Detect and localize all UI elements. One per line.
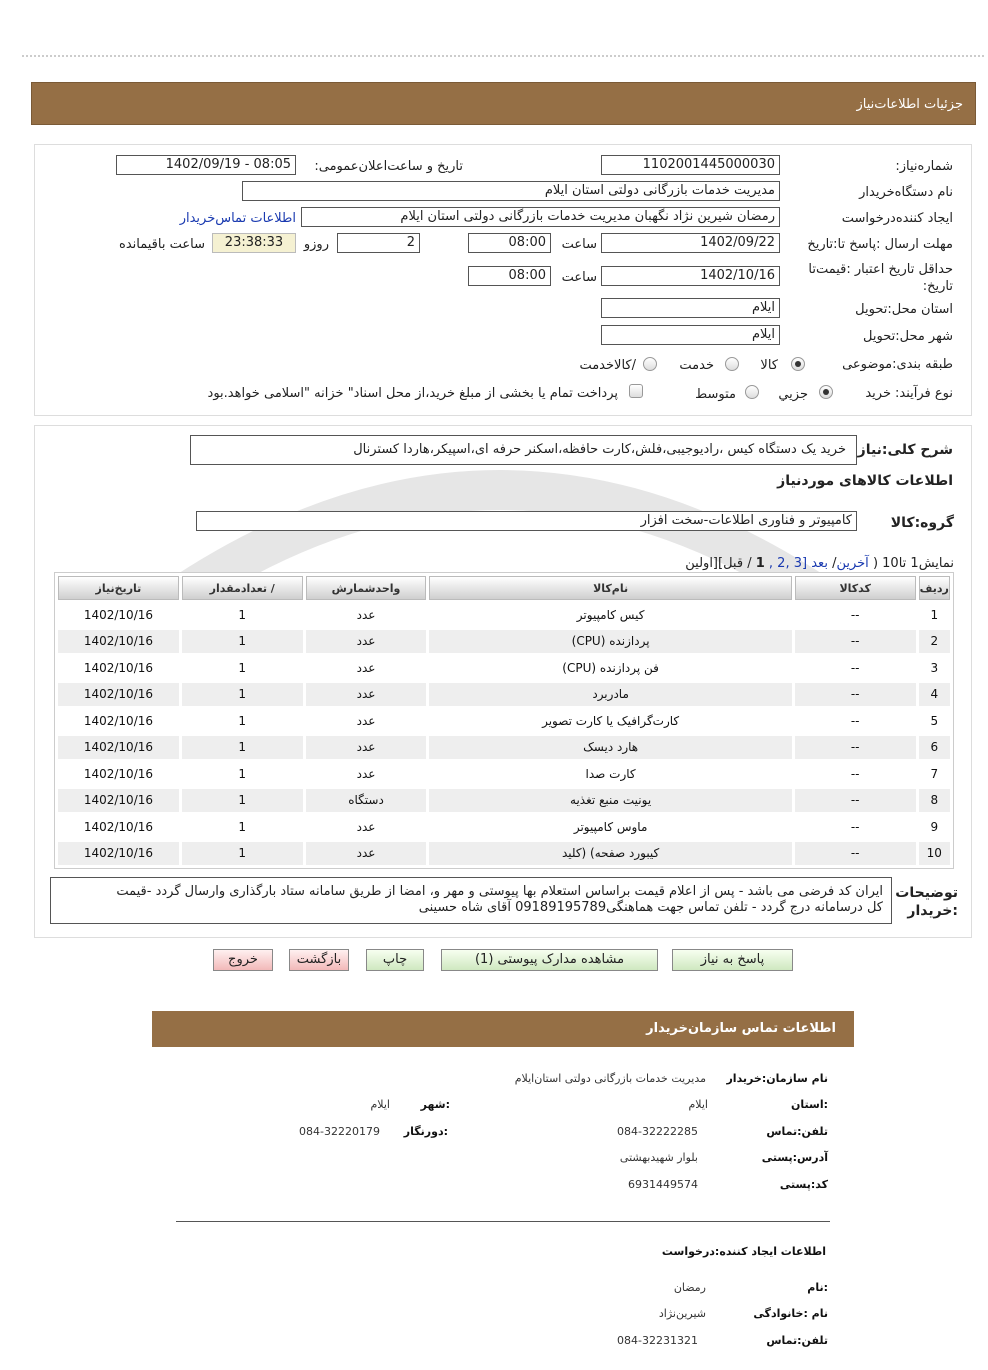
col-date: تاریخ‌نیاز — [58, 576, 179, 600]
print-button[interactable]: چاپ — [366, 949, 424, 971]
cell-unit: دستگاه — [306, 789, 427, 813]
attachments-button[interactable]: مشاهده مدارک پیوستی (1) — [441, 949, 658, 971]
contact-divider — [176, 1221, 830, 1222]
notes-field — [50, 877, 892, 924]
deadline-date-field: 1402/09/22 — [601, 233, 780, 253]
announce-field: 1402/09/19 - 08:05 — [116, 155, 296, 175]
goods-info-title: اطلاعات کالاهای موردنیاز — [777, 473, 953, 489]
cell-name: کارت صدا — [585, 766, 636, 781]
pagination-current: 1 — [755, 556, 765, 571]
pagination: نمایش1 تا10 ( آخرین/ بعد [3 ,2 , 1 / قبل][اولین — [685, 556, 954, 571]
city-label: شهر محل:تحویل — [863, 329, 953, 344]
pagination-rest[interactable]: / قبل][اولین — [685, 556, 752, 571]
cell-qty: 1 — [238, 660, 247, 675]
process-medium-radio[interactable] — [745, 385, 759, 399]
reply-button[interactable]: پاسخ به نیاز — [672, 949, 793, 971]
category-both-radio[interactable] — [643, 357, 657, 371]
category-both-label: /کالاخدمت — [579, 358, 636, 373]
col-unit: واحدشمارش — [306, 576, 427, 600]
cell-date: 1402/10/16 — [58, 736, 179, 760]
cell-name: مادربرد — [429, 683, 791, 707]
cell-code: -- — [850, 607, 860, 622]
creator-label: ایجاد کننده‌درخواست — [841, 211, 953, 226]
creator-info-title: اطلاعات ایجاد کننده:درخواست — [661, 1245, 826, 1258]
contact-header — [152, 1011, 854, 1047]
cell-date: 1402/10/16 — [58, 842, 179, 866]
process-type: خرید — [865, 386, 891, 401]
process-label: نوع فرآیند: — [895, 386, 953, 401]
cell-name: یونیت منبع تغذیه — [429, 789, 791, 813]
payment-checkbox[interactable] — [629, 384, 643, 398]
cell-qty: 1 — [182, 842, 303, 866]
validity-time-label: ساعت — [561, 270, 597, 285]
cell-unit: عدد — [306, 736, 427, 760]
summary-label: شرح کلی:نیاز — [857, 442, 953, 458]
cell-unit: عدد — [306, 630, 427, 654]
cell-n: 8 — [919, 789, 950, 813]
table-row — [58, 736, 950, 760]
announce-label: تاریخ و ساعت‌اعلان‌عمومی: — [314, 159, 463, 174]
cell-unit: عدد — [356, 766, 376, 781]
table-row — [58, 709, 950, 733]
back-button[interactable]: بازگشت — [289, 949, 349, 971]
cell-code: -- — [850, 713, 860, 728]
org-label: نام سازمان:خریدار — [726, 1072, 828, 1085]
deadline-time-field: 08:00 — [468, 233, 551, 253]
cell-code: -- — [795, 630, 916, 654]
process-partial-label: جزیي — [778, 387, 808, 402]
cell-name: کیس کامپیوتر — [576, 607, 645, 622]
pagination-next-link[interactable]: بعد — [811, 556, 828, 571]
col-row: ردیف — [919, 576, 950, 600]
cell-code: -- — [850, 660, 860, 675]
cell-qty: 1 — [182, 736, 303, 760]
table-row — [58, 683, 950, 707]
exit-button[interactable]: خروج — [213, 949, 273, 971]
cell-n: 9 — [930, 819, 939, 834]
family-label: نام :خانوادگی — [753, 1307, 828, 1320]
city-c-label: :شهر — [420, 1098, 450, 1111]
table-row — [58, 815, 950, 839]
notes-line-2: کل درسامانه درج گردد - تلفن تماس جهت هماهنگی09189195789 آقای شاه حسینی — [418, 900, 883, 915]
group-label: گروه:کالا — [890, 515, 954, 531]
city-field: ایلام — [601, 325, 780, 345]
cell-qty: 1 — [238, 819, 247, 834]
col-name: نام‌کالا — [429, 576, 791, 600]
category-goods-radio[interactable] — [791, 357, 805, 371]
cell-code: -- — [795, 842, 916, 866]
cell-code: -- — [795, 789, 916, 813]
cell-qty: 1 — [182, 683, 303, 707]
cell-qty: 1 — [182, 789, 303, 813]
category-goods-label: کالا — [760, 358, 778, 373]
family-value: شیرین‌نژاد — [658, 1307, 706, 1320]
cell-date: 1402/10/16 — [83, 660, 154, 675]
cell-n: 3 — [930, 660, 939, 675]
province-label: استان محل:تحویل — [855, 302, 953, 317]
cell-n: 2 — [919, 630, 950, 654]
postal-value: 6931449574 — [628, 1178, 698, 1191]
cell-name: کیبورد صفحه) (کلید — [429, 842, 791, 866]
col-qty: / تعدادمقدار — [182, 576, 303, 600]
notes-label: توضیحات :خریدار — [895, 885, 958, 919]
cell-qty: 1 — [238, 607, 247, 622]
need-number-label: شماره‌نیاز: — [895, 159, 953, 174]
buyer-field: مدیریت خدمات بازرگانی دولتی استان ایلام — [242, 181, 780, 201]
name-value: رمضان — [673, 1281, 706, 1294]
cell-date: 1402/10/16 — [83, 819, 154, 834]
cell-date: 1402/10/16 — [58, 789, 179, 813]
cell-code: -- — [850, 766, 860, 781]
cell-unit: عدد — [356, 713, 376, 728]
process-medium-label: متوسط — [695, 387, 736, 402]
cell-name: ماوس کامپیوتر — [573, 819, 648, 834]
cell-unit: عدد — [356, 819, 376, 834]
top-divider — [22, 55, 984, 57]
creator-field: رمضان شیرین نژاد نگهبان مدیریت خدمات بازرگانی دولتی استان ایلام — [301, 207, 780, 227]
address-label: آدرس:پستی — [761, 1151, 828, 1164]
cell-date: 1402/10/16 — [83, 607, 154, 622]
cell-unit: عدد — [356, 607, 376, 622]
days-field: 2 — [337, 233, 420, 253]
remaining-time: 23:38:33 — [212, 233, 296, 253]
province-c-label: :استان — [791, 1098, 828, 1111]
phone-label: تلفن:تماس — [766, 1125, 828, 1138]
cell-qty: 1 — [238, 713, 247, 728]
cell-code: -- — [795, 736, 916, 760]
contact-title: اطلاعات تماس سازمان‌خریدار — [646, 1021, 836, 1036]
table-row — [58, 603, 950, 627]
col-code: کدکالا — [795, 576, 916, 600]
cell-n: 4 — [919, 683, 950, 707]
cell-n: 6 — [919, 736, 950, 760]
table-row — [58, 762, 950, 786]
validity-date-field: 1402/10/16 — [601, 266, 780, 286]
cell-qty: 1 — [182, 630, 303, 654]
cell-code: -- — [850, 819, 860, 834]
postal-label: کد:پستی — [779, 1178, 828, 1191]
pagination-pages[interactable]: [3 ,2 , — [768, 556, 808, 571]
page-header — [31, 82, 976, 125]
breadcrumb: جزئیات اطلاعات‌نیاز — [856, 97, 963, 112]
cell-code: -- — [795, 683, 916, 707]
city-c-value: ایلام — [370, 1098, 390, 1111]
table-row — [58, 656, 950, 680]
org-value: مدیریت خدمات بازرگانی دولتی استان‌ایلام — [514, 1072, 706, 1085]
cell-date: 1402/10/16 — [58, 630, 179, 654]
table-row — [58, 630, 950, 654]
need-number-field: 1102001445000030 — [601, 155, 780, 175]
fax-value: 084-32220179 — [299, 1125, 380, 1138]
buyer-label: نام دستگاه‌خریدار — [859, 185, 953, 200]
cell-unit: عدد — [306, 683, 427, 707]
name-label: :نام — [807, 1281, 828, 1294]
province-field: ایلام — [601, 298, 780, 318]
cell-name: فن پردازنده (CPU) — [562, 660, 659, 675]
pagination-last-link[interactable]: آخرین — [836, 556, 869, 571]
deadline-label: مهلت ارسال :پاسخ تا:تاریخ — [807, 237, 953, 252]
category-label: طبقه بندی:موضوعی — [842, 357, 953, 372]
cell-name: کارت‌گرافیک یا کارت تصویر — [542, 713, 680, 728]
cell-n: 5 — [930, 713, 939, 728]
creator-phone-value: 084-32231321 — [617, 1334, 698, 1347]
validity-time-field: 08:00 — [468, 266, 551, 286]
deadline-time-label: ساعت — [561, 237, 597, 252]
payment-note: پرداخت تمام یا بخشی از مبلغ خرید،از محل اسناد" خزانه "اسلامی خواهد.بود — [207, 386, 618, 401]
remaining-label: ساعت باقیمانده — [119, 237, 205, 252]
cell-unit: عدد — [356, 660, 376, 675]
cell-date: 1402/10/16 — [58, 683, 179, 707]
buyer-contact-link[interactable]: اطلاعات تماس‌خریدار — [179, 211, 296, 226]
table-row — [58, 789, 950, 813]
cell-n: 10 — [919, 842, 950, 866]
notes-line-1: ایران کد فرضی می باشد - پس از اعلام قیمت براساس استعلام بها پیوستی و مهر و، امضا از طریق سامانه ستاد بارگذاری وارسال گردد -قیمت — [116, 884, 883, 899]
province-c-value: ایلام — [688, 1098, 708, 1111]
goods-table — [54, 572, 954, 869]
category-service-label: خدمت — [679, 358, 714, 373]
cell-n: 7 — [930, 766, 939, 781]
cell-qty: 1 — [238, 766, 247, 781]
cell-name: هارد دیسک — [429, 736, 791, 760]
process-partial-radio[interactable] — [819, 385, 833, 399]
cell-n: 1 — [930, 607, 939, 622]
table-row — [58, 842, 950, 866]
group-field: کامپیوتر و فناوری اطلاعات-سخت افزار — [196, 511, 857, 531]
summary-field: خرید یک دستگاه کیس ،رادیوجیبی،فلش،کارت حافظه،اسکنر حرفه ای،اسپیکر،هاردا کسترنال — [190, 435, 857, 465]
cell-date: 1402/10/16 — [83, 713, 154, 728]
cell-name: پردازنده (CPU) — [429, 630, 791, 654]
cell-unit: عدد — [306, 842, 427, 866]
fax-label: :دورنگار — [403, 1125, 448, 1138]
cell-date: 1402/10/16 — [83, 766, 154, 781]
days-label: روزو — [303, 237, 329, 252]
validity-label: حداقل تاریخ اعتبار :قیمت‌تا تاریخ: — [808, 262, 953, 294]
pagination-range: نمایش1 تا10 ( — [872, 556, 954, 571]
address-value: بلوار شهیدبهشتی — [619, 1151, 698, 1164]
phone-value: 084-32222285 — [617, 1125, 698, 1138]
category-service-radio[interactable] — [725, 357, 739, 371]
creator-phone-label: تلفن:تماس — [766, 1334, 828, 1347]
